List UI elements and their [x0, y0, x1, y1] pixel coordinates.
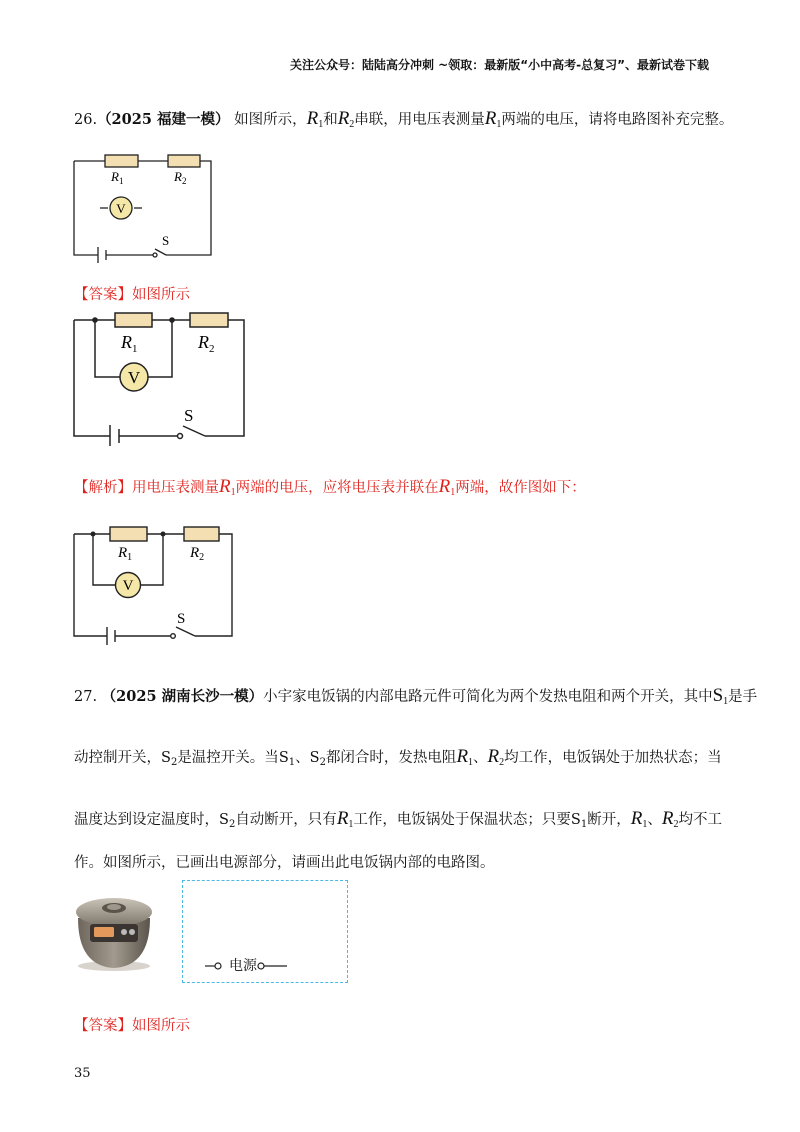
question-text: 串联，用电压表测量	[354, 112, 485, 128]
resistor-r1-label: $R_1$	[121, 332, 138, 355]
rice-cooker-image	[72, 890, 156, 972]
page-header: 关注公众号：陆陆高分冲刺 ~领取：最新版“小中高考-总复习”、最新试卷下载	[290, 58, 709, 72]
symbol-r1: $R_1$	[219, 476, 236, 498]
power-source-label: 电源	[229, 958, 257, 974]
switch-label: S	[184, 406, 194, 425]
question-27-line-4: 作。如图所示，已画出电源部分，请画出此电饭锅内部的电路图。	[74, 855, 495, 871]
symbol-r1: $R_1$	[306, 108, 324, 130]
symbol-r2: $R_2$	[661, 808, 679, 830]
analysis-text: 【解析】用电压表测量$R_1$两端的电压，应将电压表并联在$R_1$两端，故作图如下：	[74, 476, 586, 498]
answer-label: 【答案】如图所示	[74, 1018, 190, 1034]
question-27-line-3: 温度达到设定温度时，$S_2$自动断开，只有$R_1$工作，电饭锅处于保温状态；只要$S_1$断开，$R_1$、$R_2$均不工	[74, 808, 722, 830]
circuit-diagram-answer	[70, 310, 250, 446]
switch-label: S	[177, 611, 186, 627]
symbol-r1: $R_1$	[484, 108, 502, 130]
circuit-diagram-analysis	[70, 524, 242, 646]
question-27-line-2: 动控制开关，$S_2$是温控开关。当$S_1$、$S_2$都闭合时，发热电阻$R_1$、$R_2$均工作，电饭锅处于加热状态；当	[74, 746, 722, 768]
symbol-s2: $S_2$	[219, 812, 236, 830]
resistor-r2-label: $R_2$	[190, 545, 205, 563]
resistor-r2-label: $R_2$	[198, 332, 215, 355]
symbol-r2: $R_2$	[337, 108, 355, 130]
voltmeter-label: V	[116, 201, 126, 216]
question-source: （2025 湖南长沙一模）	[101, 688, 264, 705]
resistor-r1-label: $R_1$	[118, 545, 133, 563]
symbol-s1: $S_1$	[278, 750, 296, 768]
question-text: 和	[323, 112, 338, 128]
question-text: 两端的电压，请将电路图补充完整。	[501, 112, 734, 128]
resistor-r1-label: $R_1$	[111, 169, 124, 186]
question-26-line	[74, 108, 733, 136]
symbol-r1: $R_1$	[438, 476, 456, 498]
symbol-r1: $R_1$	[630, 808, 648, 830]
question-number: 26.	[74, 112, 98, 128]
resistor-r2-label: $R_2$	[174, 169, 187, 186]
symbol-r1: $R_1$	[336, 808, 354, 830]
symbol-r2: $R_2$	[487, 746, 505, 768]
circuit-diagram-question	[68, 148, 218, 263]
answer-label: 【答案】如图所示	[74, 287, 190, 303]
question-number: 27.	[74, 689, 98, 705]
question-text: 如图所示，	[234, 112, 307, 128]
page-number: 35	[74, 1066, 91, 1081]
question-27-line-1: 27. （2025 湖南长沙一模）小宇家电饭锅的内部电路元件可简化为两个发热电阻和两个开关，其中$S_1$是手	[74, 685, 758, 707]
switch-label: S	[162, 233, 170, 248]
symbol-s2: $S_2$	[161, 750, 178, 768]
symbol-s1: $S_1$	[570, 812, 588, 830]
symbol-r1: $R_1$	[456, 746, 474, 768]
voltmeter-label: V	[122, 578, 134, 594]
symbol-s1: $S_1$	[712, 685, 729, 707]
question-source: （2025 福建一模）	[97, 111, 230, 128]
symbol-s2: $S_2$	[309, 750, 326, 768]
voltmeter-label: V	[127, 368, 141, 387]
